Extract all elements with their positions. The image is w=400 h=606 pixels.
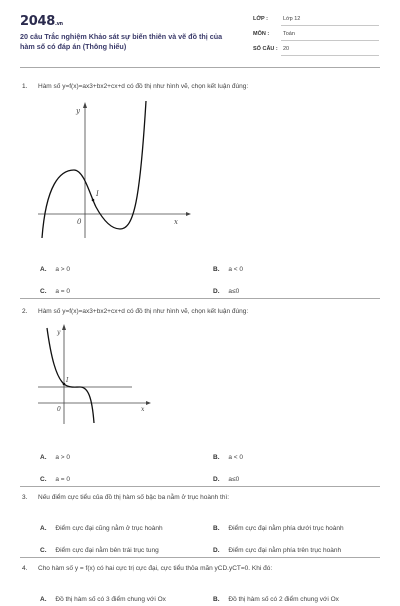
meta-label-subject: MÔN : [253,31,270,37]
option-text: a≤0 [228,476,240,483]
option-b[interactable] [213,446,243,464]
meta-divider [281,25,379,26]
question-text: Cho hàm số y = f(x) có hai cực trị cực đại, cực tiểu thỏa mãn yCD.yCT=0. Khi đó: [38,565,273,572]
option-a[interactable] [40,588,166,606]
option-text: a < 0 [228,454,244,461]
option-text: a = 0 [55,288,71,295]
option-c[interactable] [40,539,159,557]
question-text: Hàm số y=f(x)=ax3+bx2+cx+d có đồ thị như hình vẽ, chọn kết luận đúng: [38,308,249,315]
meta-label-count: SỐ CÂU : [253,46,278,52]
meta-divider [281,55,379,56]
question-2-graph [36,322,166,424]
meta-value-subject: Toán [283,31,295,37]
option-letter: A. [40,596,47,603]
y-axis-label: y [76,107,80,115]
question-number: 2. [22,308,28,315]
option-text: a > 0 [55,266,71,273]
question-text: Hàm số y=f(x)=ax3+bx2+cx+d có đồ thị như hình vẽ, chọn kết luận đúng: [38,83,249,90]
option-letter: C. [40,476,47,483]
meta-value-class: Lớp 12 [283,16,301,22]
option-letter: A. [40,266,47,273]
cubic-curve [47,328,94,423]
option-letter: A. [40,454,47,461]
option-c[interactable] [40,468,70,486]
option-text: Đồ thị hàm số có 3 điểm chung với Ox [55,596,166,603]
question-number: 3. [22,494,28,501]
question-divider [20,298,380,299]
y-axis-arrow [62,324,66,330]
point-label: I [96,190,99,198]
question-divider [20,486,380,487]
meta-value-count: 20 [283,46,290,52]
option-text: Điểm cực đại nằm phía trên trục hoành [228,547,342,554]
option-letter: C. [40,547,47,554]
option-c[interactable] [40,280,70,298]
option-a[interactable] [40,517,163,535]
x-axis-arrow [146,401,151,405]
inflection-point [63,383,66,386]
option-b[interactable] [213,517,344,535]
option-d[interactable] [213,539,341,557]
option-letter: B. [213,596,220,603]
option-b[interactable] [213,588,339,606]
option-letter: D. [213,547,220,554]
option-letter: B. [213,454,220,461]
option-text: a < 0 [228,266,244,273]
question-divider [20,557,380,558]
option-letter: B. [213,266,220,273]
x-axis-label: x [141,406,145,413]
option-letter: D. [213,288,220,295]
option-text: Điểm cực đại nằm bên trái trục tung [55,547,159,554]
option-text: a = 0 [55,476,71,483]
option-d[interactable] [213,280,239,298]
option-d[interactable] [213,468,239,486]
logo-suffix: .vn [54,21,63,27]
option-letter: C. [40,288,47,295]
option-b[interactable] [213,258,243,276]
option-letter: D. [213,476,220,483]
inflection-point [92,199,95,202]
option-a[interactable] [40,258,70,276]
option-text: a≤0 [228,288,240,295]
site-logo[interactable] [20,14,63,29]
meta-divider [281,40,379,41]
option-text: a > 0 [55,454,71,461]
question-number: 1. [22,83,28,90]
option-letter: B. [213,525,220,532]
meta-label-class: LỚP : [253,16,268,22]
question-text: Nếu điểm cực tiểu của đồ thị hàm số bậc ba nằm ở trục hoành thì: [38,494,230,501]
cubic-curve [42,101,146,238]
y-axis-arrow [83,102,87,108]
document-title: 20 câu Trắc nghiệm Khảo sát sự biến thiên và vẽ đồ thị của hàm số có đáp án (Thông hiểu) [20,32,223,51]
option-letter: A. [40,525,47,532]
x-axis-label: x [174,218,178,226]
origin-label: 0 [77,218,82,226]
option-a[interactable] [40,446,70,464]
question-number: 4. [22,565,28,572]
y-axis-label: y [57,329,61,336]
x-axis-arrow [186,212,191,216]
point-label: I [66,377,69,384]
option-text: Điểm cực đại nằm phía dưới trục hoành [228,525,344,532]
origin-label: 0 [57,406,61,413]
header-divider [20,67,380,68]
question-1-graph [36,100,196,240]
logo-main: 2048 [20,14,55,29]
option-text: Đồ thị hàm số có 2 điểm chung với Ox [228,596,339,603]
option-text: Điểm cực đại cũng nằm ở trục hoành [55,525,163,532]
